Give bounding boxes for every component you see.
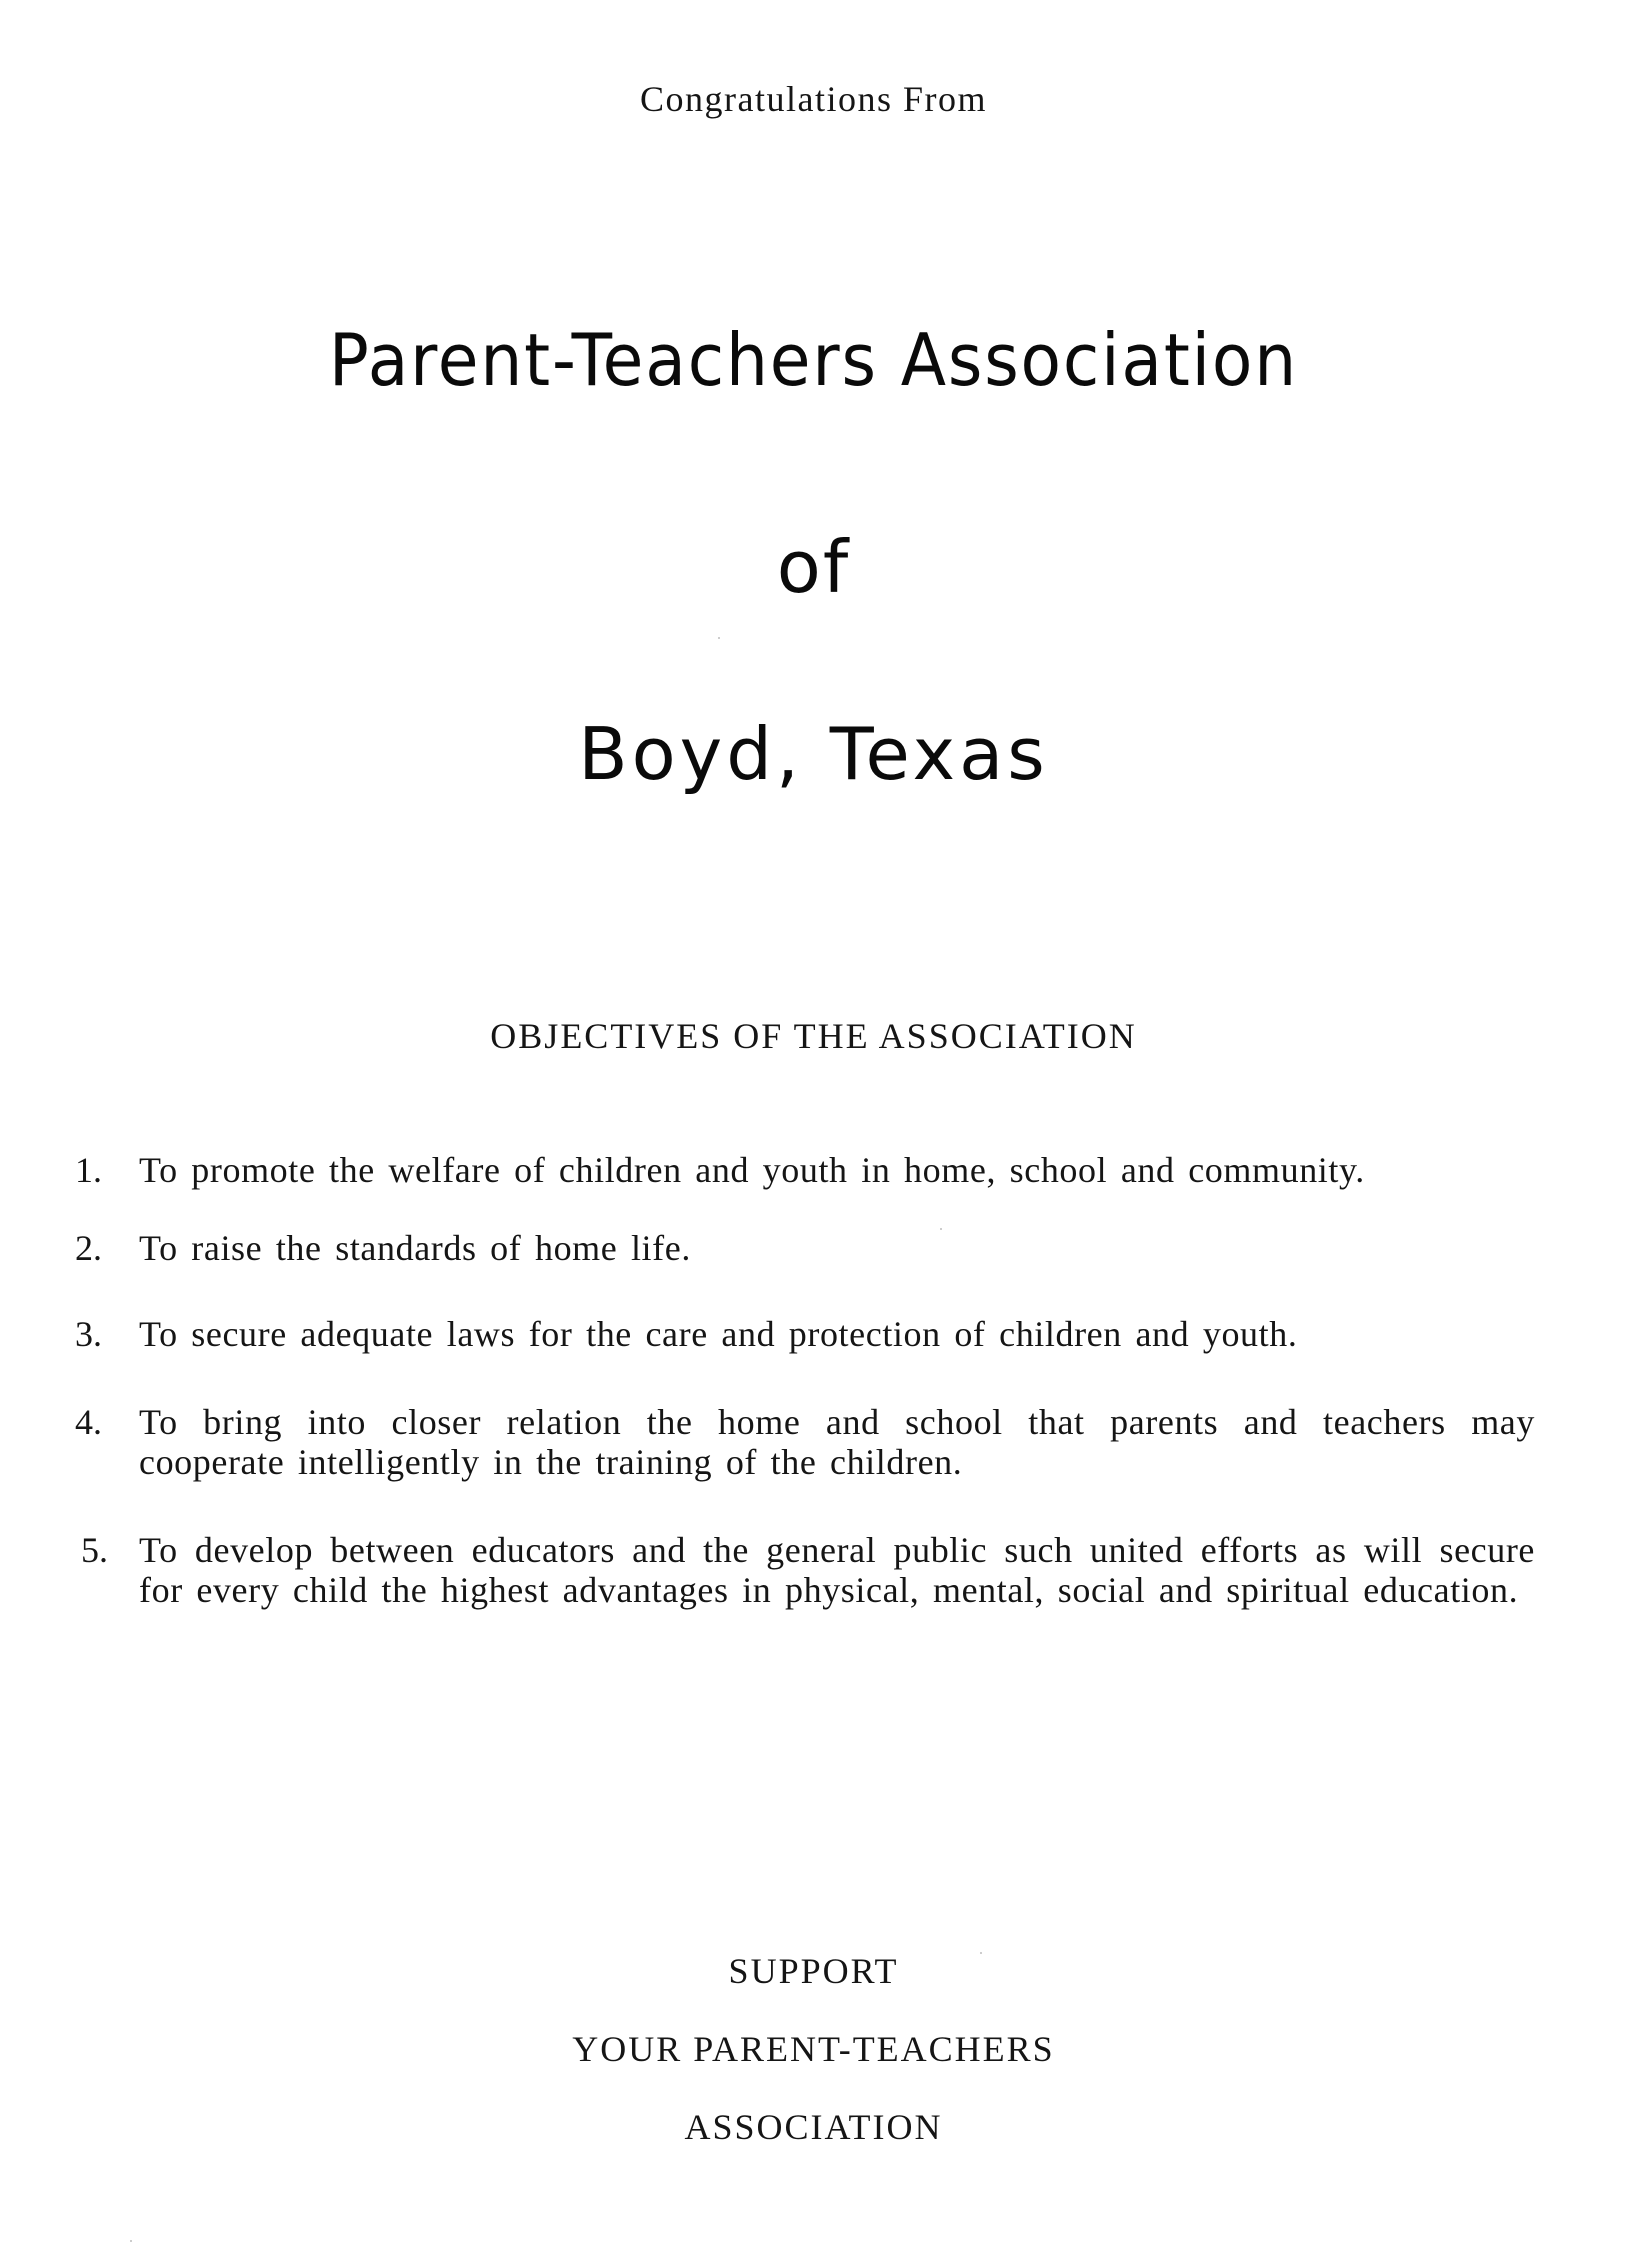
objective-item: [75, 1530, 1535, 1610]
objective-number: 1.: [75, 1150, 102, 1190]
scan-speck: [940, 1228, 942, 1230]
objective-number: 3.: [75, 1314, 102, 1354]
objective-text: To bring into closer relation the home and school that parents and teachers may cooperate intelligently in the training of the children.: [139, 1402, 1535, 1482]
objectives-list: [75, 1150, 1535, 1610]
objective-item: [75, 1150, 1535, 1190]
support-line-2: YOUR PARENT-TEACHERS: [572, 2029, 1055, 2069]
objective-number: 4.: [75, 1402, 102, 1442]
objective-text: To secure adequate laws for the care and protection of children and youth.: [139, 1314, 1298, 1354]
scan-speck: [718, 637, 720, 639]
objective-text: To raise the standards of home life.: [139, 1228, 691, 1268]
organization-connector: of: [776, 525, 851, 609]
objective-item: [75, 1314, 1535, 1354]
support-line-3: ASSOCIATION: [684, 2107, 943, 2147]
objective-number: 5.: [81, 1530, 108, 1570]
objective-item: [75, 1228, 1535, 1268]
support-line-1: SUPPORT: [728, 1951, 899, 1991]
objective-item: [75, 1402, 1535, 1482]
objective-number: 2.: [75, 1228, 102, 1268]
objective-text: To promote the welfare of children and youth in home, school and community.: [139, 1150, 1365, 1190]
congratulations-line: Congratulations From: [640, 79, 987, 119]
scan-speck: [130, 2240, 132, 2242]
objective-text: To develop between educators and the general public such united efforts as will secure for every child the highest advantages in physical, mental, social and spiritual education.: [139, 1530, 1535, 1610]
organization-name: Parent-Teachers Association: [328, 318, 1299, 402]
organization-location: Boyd, Texas: [578, 712, 1049, 796]
objectives-heading: OBJECTIVES OF THE ASSOCIATION: [490, 1016, 1137, 1056]
scan-speck: [980, 1952, 982, 1954]
